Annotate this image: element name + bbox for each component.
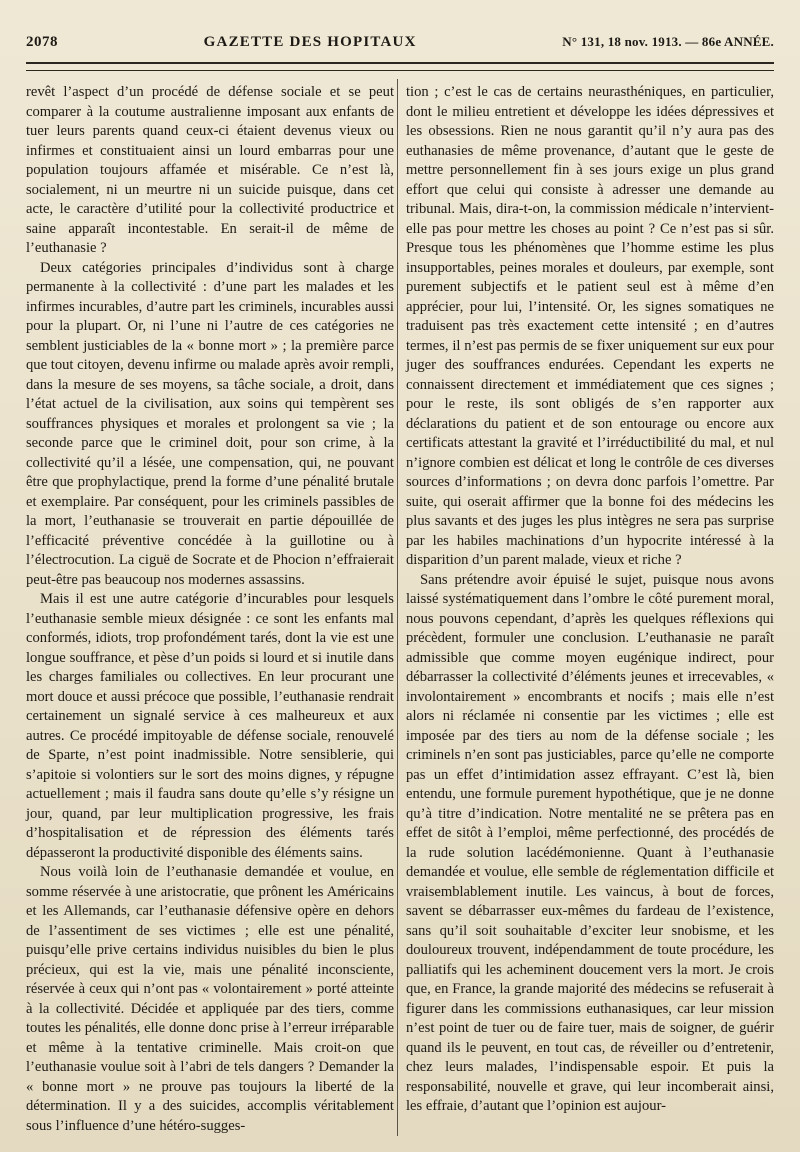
journal-title: GAZETTE DES HOPITAUX xyxy=(203,34,417,50)
left-column xyxy=(26,83,394,1136)
right-column xyxy=(406,83,774,1136)
paragraph: revêt l’aspect d’un procédé de défense sociale et se peut comparer à la coutume australienne imposant aux enfants de tuer leurs parents quand ceux-ci étaient devenus vieux ou infirmes et constituaient ainsi un lourd embarras pour une population toujours affamée et misérable. Ce n’est là, socialement, ni un meurtre ni un suicide puisque, dans cet acte, le caractère d’utilité pour la collectivité productrice et saine apparaît incontestable. En serait-il de même de l’euthanasie ? xyxy=(26,84,394,256)
issue-info: N° 131, 18 nov. 1913. — 86e ANNÉE. xyxy=(562,34,774,49)
paragraph: Mais il est une autre catégorie d’incurables pour lesquels l’euthanasie semble mieux désignée : ce sont les enfants mal conformés, idiots, trop profondément tarés, dont la vie est une longue souffrance, et pèse d’un poids si lourd et si inutile dans les charges familiales ou collectives. En leur procurant une mort douce et aussi précoce que possible, l’euthanasie rendrait certainement un signalé service à ces malheureux et aux autres. Ce procédé impitoyable de défense sociale, renouvelé de Sparte, n’est point inadmissible. Notre sensiblerie, qui s’apitoie si volontiers sur le sort des moins dignes, y répugne actuellement ; mais il faudra sans doute qu’elle s’y résigne un jour, quand, par leur multiplication progressive, les frais d’hospitalisation et de répression des éléments tarés dépasseront la productivité disponible des éléments sains. xyxy=(26,591,394,861)
page-number: 2078 xyxy=(26,34,58,50)
paragraph: tion ; c’est le cas de certains neurasthéniques, en particulier, dont le milieu entretient et développe les idées dépressives et les obsessions. Rien ne nous garantit qu’il n’y aura pas des euthanasies de même provenance, d’autant que le geste de mettre personnellement fin à ses jours exige un plus grand effort que celui qui consiste à adresser une demande au tribunal. Mais, dira-t-on, la commission médicale n’intervient-elle pas pour mettre les choses au point ? Ce n’est pas si sûr. Presque tous les phénomènes que l’homme estime les plus insupportables, peines morales et douleurs, par exemple, sont purement subjectifs et le patient seul est à même d’en apprécier, pour lui, l’intensité. Or, les signes somatiques ne traduisent pas très exactement cette intensité ; en d’autres termes, il n’est pas permis de se fixer uniquement sur eux pour juger des souffrances endurées. Cependant les experts ne connaissent directement et immédiatement que ces signes ; pour le reste, ils sont obligés de s’en rapporter aux déclarations du patient et de son entourage ou encore aux certificats attestant la gravité et l’irréductibilité du mal, et nul n’ignore combien est délicat et long le contrôle de ces diverses sources d’informations ; on devra donc parfois l’omettre. Par suite, qui oserait affirmer que la bonne foi des médecins les plus savants et des juges les plus intègres ne sera pas surprise par les habiles machinations d’un hypocrite intéressé à la disparition d’un parent malade, vieux et riche ? xyxy=(406,84,774,568)
page-header xyxy=(26,34,774,56)
paragraph: Sans prétendre avoir épuisé le sujet, puisque nous avons laissé systématiquement dans l’ombre le côté purement moral, nous pouvons cependant, d’après les quelques réflexions qui précèdent, formuler une conclusion. L’euthanasie ne paraît admissible que comme moyen eugénique indirect, pour débarrasser la collectivité d’éléments jeunes et irrecevables, « involontairement » encombrants et nocifs ; mais elle n’est alors ni réclamée ni consentie par les victimes ; elle est imposée par des tiers au nom de la défense sociale ; les criminels n’en sont pas justiciables, parce qu’elle ne comporte pas un effet d’intimidation assez effrayant. C’est là, bien entendu, une formule purement hypothétique, que je ne donne qu’à titre d’indication. Notre mentalité ne se prêtera pas en effet de sitôt à l’emploi, même perfectionné, des procédés de la rude solution lacédémonienne. Quant à l’euthanasie demandée et voulue, elle semble de réglementation difficile et vraisemblablement inutile. Les vaincus, à bout de forces, savent se débarrasser eux-mêmes du fardeau de l’existence, sans qu’il soit souhaitable d’exciter leur snobisme, et les douloureux trouvent, indépendamment de toute procédure, les palliatifs qui les acheminent doucement vers la mort. Je crois que, en France, la grande majorité des médecins se refuserait à figurer dans les commissions euthanasiques, car leur mission n’est point de tuer ou de faire tuer, mais de soigner, de guérir quand ils le peuvent, en tout cas, de réveiller ou d’entretenir, chez leurs malades, l’indispensable espoir. Et puis la responsabilité, nouvelle et grave, qui leur incomberait ainsi, les effraie, d’autant que l’opinion est aujour- xyxy=(406,571,774,1114)
article-columns xyxy=(26,83,774,1136)
header-rule xyxy=(26,62,774,71)
paragraph: Deux catégories principales d’individus sont à charge permanente à la collectivité : d’une part les malades et les infirmes incurables, d’autre part les criminels, incurables aussi pour la plupart. Or, ni l’une ni l’autre de ces catégories ne semblent justiciables de la « bonne mort » ; la première parce que tout citoyen, devenu infirme ou malade après avoir rempli, dans la mesure de ses moyens, sa tâche sociale, a droit, dans l’état actuel de la civilisation, aux soins qui tempèrent ses souffrances physiques et morales et prolongent sa vie ; la seconde parce que le criminel doit, pour son crime, à la collectivité qu’il a lésée, une compensation, qui, ne pouvant être que prophylactique, prend la forme d’une pénalité brutale et exemplaire. Par conséquent, pour les criminels passibles de la mort, l’euthanasie se trouverait en partie dépouillée de l’efficacité préventive concédée à la guillotine ou à l’électrocution. La ciguë de Socrate et de Phocion n’effraierait peut-être pas beaucoup nos modernes assassins. xyxy=(26,259,394,588)
paragraph: Nous voilà loin de l’euthanasie demandée et voulue, en somme réservée à une aristocratie, que prônent les Américains et les Allemands, car l’euthanasie défensive opère en dehors de l’assentiment de ses victimes ; elle est une pénalité, puisqu’elle prive certains individus nuisibles du bien le plus précieux, qui est la vie, mais une pénalité inconsciente, réservée à ceux qui n’ont pas « volontairement » porté atteinte à la collectivité. Décidée et appliquée par des tiers, comme toutes les pénalités, elle donne donc prise à l’erreur irréparable et même à la tentative criminelle. Mais croit-on que l’euthanasie voulue soit à l’abri de tels dangers ? Demander la « bonne mort » ne prouve pas toujours la liberté de la détermination. Il y a des suicides, accomplis véritablement sous l’influence d’une hétéro-sugges- xyxy=(26,864,394,1134)
